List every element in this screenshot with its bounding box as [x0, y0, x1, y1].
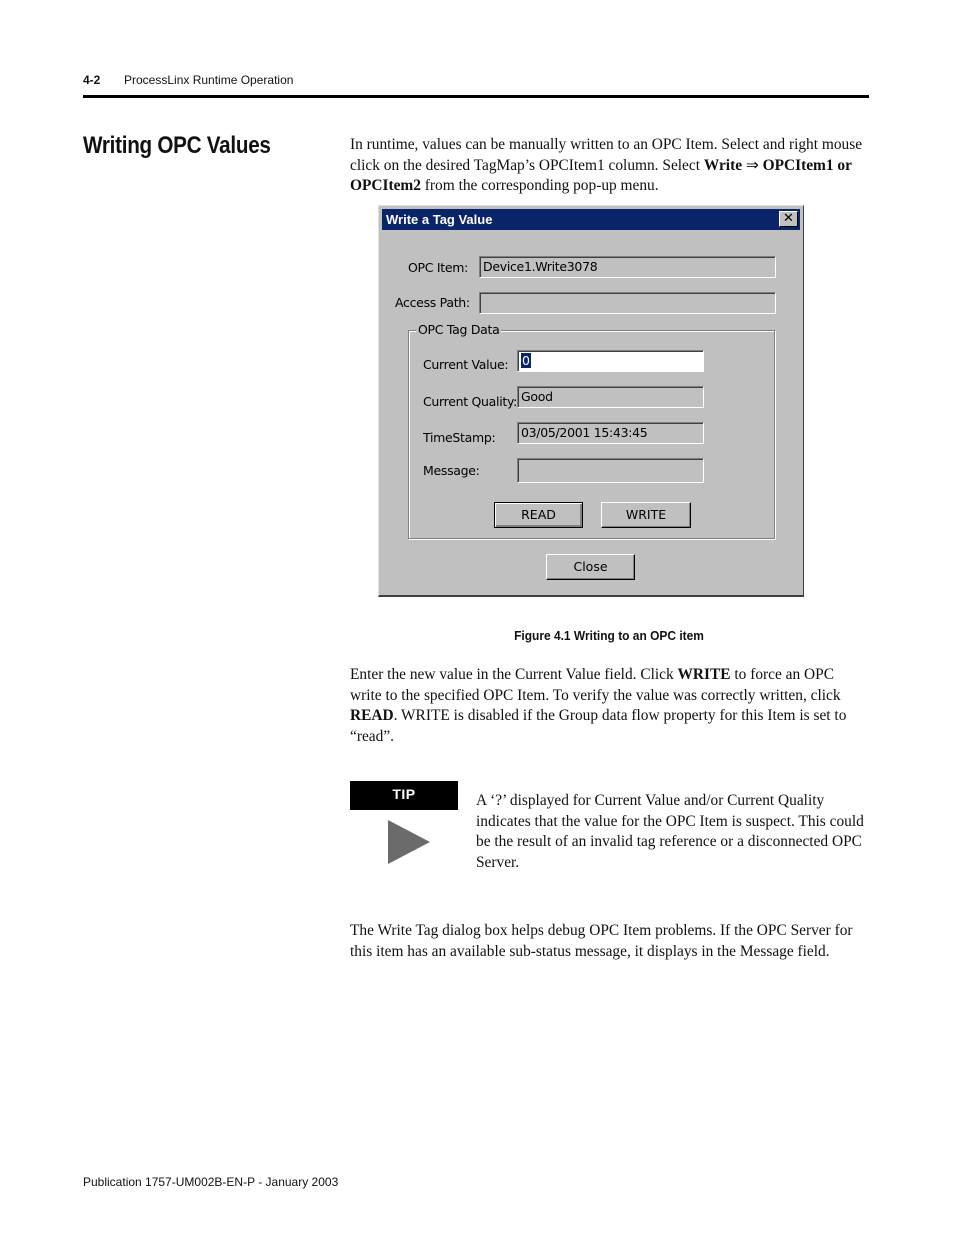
header-rule	[83, 95, 869, 98]
current-quality-field: Good	[517, 386, 704, 408]
dialog-title: Write a Tag Value	[386, 212, 493, 227]
dialog-titlebar	[382, 209, 800, 230]
current-value-input[interactable]	[517, 350, 704, 372]
write-tag-dialog	[378, 205, 804, 597]
message-field	[517, 458, 704, 483]
opc-item-field: Device1.Write3078	[479, 256, 776, 278]
current-value-text: 0	[522, 353, 530, 368]
opc-item-label: OPC Item:	[408, 260, 469, 275]
close-icon[interactable]: ✕	[779, 211, 798, 227]
access-path-field	[479, 292, 776, 314]
current-value-label: Current Value:	[423, 357, 509, 372]
write-instructions-paragraph: Enter the new value in the Current Value field. Click WRITE to force an OPC write to the specified OPC Item. To verify the value was correctly written, click READ. WRITE is disabled if the Group data flow property for this Item is set to “read”.	[350, 666, 847, 745]
chapter-title: ProcessLinx Runtime Operation	[124, 73, 294, 87]
intro-paragraph: In runtime, values can be manually written to an OPC Item. Select and right mouse click on the desired TagMap’s OPCItem1 column. Select Write ⇒ OPCItem1 or OPCItem2 from the corresponding pop-up menu.	[350, 136, 863, 194]
message-label: Message:	[423, 463, 480, 478]
timestamp-label: TimeStamp:	[423, 430, 496, 445]
section-title: Writing OPC Values	[83, 132, 271, 159]
tip-text: A ‘?’ displayed for Current Value and/or Current Quality indicates that the value for the OPC Item is suspect. This could be the result of an invalid tag reference or a disconnected OPC Server.	[476, 792, 864, 871]
close-button[interactable]: Close	[546, 554, 635, 580]
group-label: OPC Tag Data	[418, 322, 500, 337]
write-button[interactable]: WRITE	[601, 502, 691, 528]
timestamp-field: 03/05/2001 15:43:45	[517, 422, 704, 444]
access-path-label: Access Path:	[395, 295, 470, 310]
current-quality-label: Current Quality:	[423, 394, 518, 409]
tip-arrow-icon	[388, 820, 430, 864]
read-button[interactable]: READ	[494, 502, 583, 528]
debug-paragraph: The Write Tag dialog box helps debug OPC Item problems. If the OPC Server for this item has an available sub-status message, it displays in the Message field.	[350, 922, 853, 960]
page-number: 4-2	[83, 73, 101, 87]
figure-caption: Figure 4.1 Writing to an OPC item	[514, 628, 704, 643]
publication-footer: Publication 1757-UM002B-EN-P - January 2003	[83, 1175, 339, 1189]
tip-label: TIP	[350, 781, 458, 810]
